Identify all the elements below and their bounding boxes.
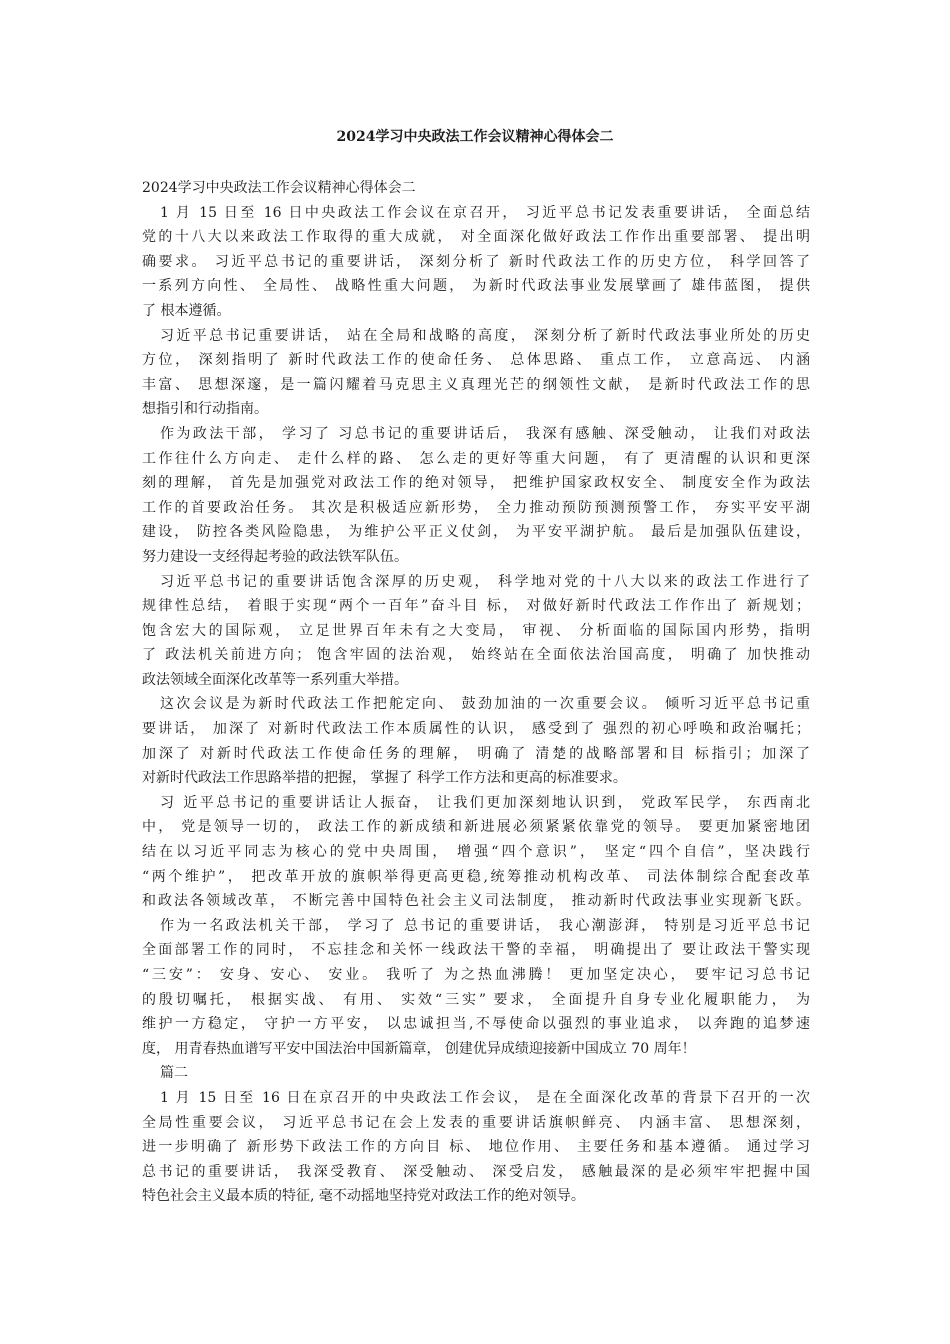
text-line: 进一步明确了 新形势下政法工作的方向目 标、 地位作用、 主要任务和基本遵循。 通过学习 bbox=[142, 1139, 810, 1156]
text-line: 要讲话， 加深了 对新时代政法工作本质属性的认识， 感受到了 强烈的初心呼唤和政治嘱托； bbox=[142, 721, 810, 738]
text-line: 篇二 bbox=[160, 1065, 188, 1082]
text-line: 习近平总书记重要讲话， 站在全局和战略的高度， 深刻分析了新时代政法事业所处的历史 bbox=[160, 327, 810, 344]
text-line: 总书记的重要讲话， 我深受教育、 深受触动、 深受启发， 感触最深的是必须牢牢把握中国 bbox=[142, 1163, 810, 1180]
text-line: 规律性总结， 着眼于实现“两个一百年”奋斗目 标， 对做好新时代政法工作作出了 新规划； bbox=[142, 598, 810, 615]
text-line: 想指引和行动指南。 bbox=[142, 401, 268, 418]
text-line: 全面部署工作的同时， 不忘挂念和关怀一线政法干警的幸福， 明确提出了 要让政法干警实现 bbox=[142, 942, 810, 959]
text-line: 中， 党是领导一切的， 政法工作的新成绩和新进展必须紧紧依靠党的领导。 要更加紧密地团 bbox=[142, 819, 810, 836]
text-line: 了 政法机关前进方向； 饱含牢固的法治观， 始终站在全面依法治国高度， 明确了 加快推动 bbox=[142, 647, 810, 664]
document-body bbox=[142, 176, 810, 1209]
text-line: 1 月 15 日至 16 日在京召开的中央政法工作会议， 是在全面深化改革的背景下召开的一次 bbox=[160, 1089, 810, 1106]
text-line: 特色社会主义最本质的特征, 毫不动摇地坚持党对政法工作的绝对领导。 bbox=[142, 1188, 585, 1205]
text-line: “三安”： 安身、安心、 安业。 我听了 为之热血沸腾！ 更加坚定决心， 要牢记习总书记 bbox=[142, 967, 810, 983]
text-line: 一系列方向性、 全局性、 战略性重大问题， 为新时代政法事业发展擘画了 雄伟蓝图， 提供 bbox=[142, 278, 810, 295]
text-line: 和政法各领域改革， 不断完善中国特色社会主义司法制度， 推动新时代政法事业实现新飞跃。 bbox=[142, 893, 810, 910]
text-line: 工作的首要政治任务。 其次是积极适应新形势， 全力推动预防预测预警工作， 夯实平安平湖 bbox=[142, 499, 810, 516]
text-line: 确要求。 习近平总书记的重要讲话， 深刻分析了 新时代政法工作的历史方位， 科学回答了 bbox=[142, 253, 810, 270]
text-line: 1 月 15 日至 16 日中央政法工作会议在京召开， 习近平总书记发表重要讲话， 全面总结 bbox=[160, 204, 810, 221]
document-title: 2024学习中央政法工作会议精神心得体会二 bbox=[336, 129, 614, 145]
text-line: 努力建设一支经得起考验的政法铁军队伍。 bbox=[142, 548, 408, 565]
text-line: 结在以习近平同志为核心的党中央周围， 增强“四个意识”， 坚定“四个自信”，坚决践行 bbox=[142, 844, 810, 861]
text-line: 习 近平总书记的重要讲话让人振奋， 让我们更加深刻地认识到， 党政军民学， 东西南北 bbox=[160, 794, 810, 811]
text-line: 的殷切嘱托， 根据实战、 有用、 实效“三实” 要求， 全面提升自身专业化履职能力， 为 bbox=[142, 991, 810, 1008]
text-line: 2024学习中央政法工作会议精神心得体会二 bbox=[142, 180, 416, 196]
text-line: 建设， 防控各类风险隐患， 为维护公平正义仗剑， 为平安平湖护航。 最后是加强队伍建设， bbox=[142, 524, 810, 541]
text-line: 全局性重要会议， 习近平总书记在会上发表的重要讲话旗帜鲜亮、 内涵丰富、 思想深刻， bbox=[142, 1114, 810, 1131]
text-line: “两个维护”， 把改革开放的旗帜举得更高更稳,统筹推动机构改革、 司法体制综合配套改革 bbox=[142, 868, 810, 885]
text-line: 饱含宏大的国际观， 立足世界百年未有之大变局， 审视、 分析面临的国际国内形势，指明 bbox=[142, 622, 810, 639]
text-line: 作为一名政法机关干部， 学习了 总书记的重要讲话， 我心潮澎湃， 特别是习近平总书记 bbox=[160, 917, 810, 934]
text-line: 加深了 对新时代政法工作使命任务的理解， 明确了 清楚的战略部署和目 标指引；加深了 bbox=[142, 745, 810, 762]
text-line: 工作往什么方向走、 走什么样的路、 怎么走的更好等重大问题， 有了 更清醒的认识和更深 bbox=[142, 450, 810, 467]
text-line: 维护一方稳定， 守护一方平安， 以忠诚担当,不辱使命以强烈的事业追求， 以奔跑的追梦速 bbox=[142, 1016, 810, 1033]
text-line: 刻的理解， 首先是加强党对政法工作的绝对领导， 把维护国家政权安全、 制度安全作为政法 bbox=[142, 475, 810, 492]
text-line: 度， 用青春热血谱写平安中国法治中国新篇章， 创建优异成绩迎接新中国成立 70 周年！ bbox=[142, 1040, 696, 1057]
text-line: 这次会议是为新时代政法工作把舵定向、 鼓劲加油的一次重要会议。 倾听习近平总书记重 bbox=[160, 696, 810, 713]
text-line: 作为政法干部， 学习了 习总书记的重要讲话后， 我深有感触、深受触动， 让我们对政法 bbox=[160, 425, 810, 442]
text-line: 丰富、 思想深邃，是一篇闪耀着马克思主义真理光芒的纲领性文献， 是新时代政法工作的思 bbox=[142, 376, 810, 393]
text-line: 政法领域全面深化改革等一系列重大举措。 bbox=[142, 671, 408, 688]
text-line: 方位， 深刻指明了 新时代政法工作的使命任务、 总体思路、 重点工作， 立意高远、 内涵 bbox=[142, 352, 810, 369]
text-line: 习近平总书记的重要讲话饱含深厚的历史观， 科学地对党的十八大以来的政法工作进行了 bbox=[160, 573, 810, 590]
text-line: 党的十八大以来政法工作取得的重大成就， 对全面深化做好政法工作作出重要部署、 提出明 bbox=[142, 229, 810, 246]
text-line: 了 根本遵循。 bbox=[142, 302, 231, 319]
text-line: 对新时代政法工作思路举措的把握， 掌握了 科学工作方法和更高的标准要求。 bbox=[142, 770, 627, 787]
